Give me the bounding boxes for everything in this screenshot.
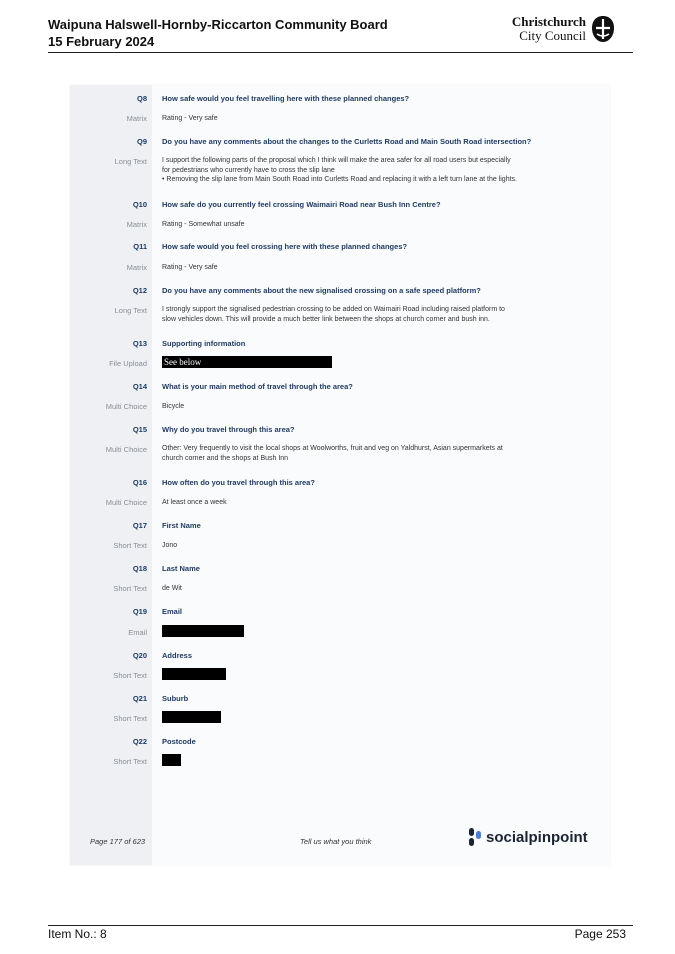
question-number: Q20 (132, 651, 147, 660)
page-number: Page 253 (574, 927, 626, 941)
answer-line: slow vehicles down. This will provide a much better link between the shops at church corner and bush inn. (162, 315, 490, 323)
redacted-answer (162, 754, 592, 766)
card-tagline: Tell us what you think (300, 837, 372, 846)
answer-line: for pedestrians who currently have to cross the slip lane (162, 166, 335, 174)
question-number: Q13 (132, 339, 147, 348)
answer-text: Rating - Somewhat unsafe (162, 221, 245, 228)
answer-type: Multi Choice (105, 445, 147, 454)
answer-text: Bicycle (162, 403, 185, 410)
question-text: Last Name (162, 564, 200, 573)
answer-text: Rating - Very safe (162, 264, 218, 271)
question-text: Do you have any comments about the new signalised crossing on a safe speed platform? (162, 286, 481, 295)
question-text: Suburb (162, 694, 189, 703)
question-number: Q18 (132, 564, 147, 573)
answer-type: Short Text (113, 714, 147, 723)
question-number: Q11 (133, 242, 147, 251)
answer-line: I strongly support the signalised pedestrian crossing to be added on Waimairi Road including raised platform to (162, 306, 505, 313)
redacted-answer (162, 711, 592, 723)
question-text: Supporting information (162, 339, 246, 348)
question-text: Postcode (162, 737, 196, 746)
answer-type: Matrix (126, 263, 147, 272)
redacted-upload (162, 356, 592, 368)
card-page-number: Page 177 of 623 (90, 837, 146, 846)
answer-type: Multi Choice (105, 498, 147, 507)
question-text: Address (162, 651, 193, 660)
answer-type: Multi Choice (105, 402, 147, 411)
answer-type: Email (128, 628, 147, 637)
question-number: Q15 (132, 425, 147, 434)
socialpinpoint-wordmark: socialpinpoint (486, 828, 588, 846)
answer-type: File Upload (109, 359, 147, 368)
answer-line: • Removing the slip lane from Main South Road into Curletts Road and replacing it with a left turn lane at the lights. (162, 176, 517, 183)
answer-line: church corner and the shops at Bush Inn (162, 454, 289, 462)
logo-line-1: Christchurch (511, 14, 586, 29)
question-number: Q12 (132, 286, 147, 295)
answer-line: I support the following parts of the proposal which I think will make the area safer for all road users but especially (162, 157, 511, 164)
redacted-answer (162, 668, 592, 680)
survey-response-card (70, 85, 610, 865)
question-number: Q16 (132, 478, 147, 487)
question-number: Q19 (132, 607, 147, 616)
answer-type: Short Text (113, 671, 147, 680)
answer-type: Short Text (113, 541, 147, 550)
answer-text (162, 444, 592, 463)
question-text: How safe do you currently feel crossing Waimairi Road near Bush Inn Centre? (162, 200, 441, 209)
answer-text: de Wit (162, 585, 182, 592)
answer-type: Long Text (114, 157, 147, 166)
question-text: How safe would you feel travelling here with these planned changes? (162, 94, 410, 103)
question-text: How safe would you feel crossing here with these planned changes? (162, 242, 408, 251)
question-number: Q21 (132, 694, 147, 703)
question-text: First Name (162, 521, 201, 530)
question-number: Q10 (132, 200, 147, 209)
question-text: Why do you travel through this area? (162, 425, 295, 434)
question-text: How often do you travel through this area? (162, 478, 315, 487)
council-logo (512, 15, 615, 43)
socialpinpoint-icon (468, 827, 482, 847)
answer-text (162, 305, 592, 324)
council-emblem-icon (591, 15, 615, 43)
question-number: Q22 (132, 737, 147, 746)
document-date: 15 February 2024 (48, 34, 155, 49)
item-number: Item No.: 8 (48, 927, 107, 941)
question-text: Do you have any comments about the changes to the Curletts Road and Main South Road intersection? (162, 137, 532, 146)
redaction-block (162, 754, 181, 766)
answer-text: At least once a week (162, 499, 227, 506)
redaction-block (162, 711, 221, 723)
footer-divider (48, 925, 633, 926)
answer-line: Other: Very frequently to visit the local shops at Woolworths, fruit and veg on Yaldhurst, Asian supermarkets at (162, 445, 503, 452)
document-title: Waipuna Halswell-Hornby-Riccarton Community Board (48, 17, 388, 32)
answer-text (162, 156, 592, 185)
question-number: Q9 (136, 137, 147, 146)
answer-type: Long Text (114, 306, 147, 315)
redacted-answer (162, 625, 592, 637)
question-number: Q17 (132, 521, 147, 530)
answer-type: Matrix (126, 220, 147, 229)
redacted-file-label: See below (162, 356, 332, 368)
answer-type: Short Text (113, 757, 147, 766)
question-number: Q8 (136, 94, 147, 103)
question-number: Q14 (132, 382, 147, 391)
logo-line-2: City Council (519, 28, 586, 43)
answer-type: Matrix (126, 114, 147, 123)
redaction-block (162, 668, 226, 680)
header-divider (48, 52, 633, 53)
redaction-block (162, 625, 244, 637)
socialpinpoint-logo (468, 827, 588, 847)
question-text: What is your main method of travel through the area? (162, 382, 353, 391)
answer-text: Jono (162, 542, 178, 549)
question-text: Email (162, 607, 183, 616)
answer-text: Rating - Very safe (162, 115, 218, 122)
answer-type: Short Text (113, 584, 147, 593)
